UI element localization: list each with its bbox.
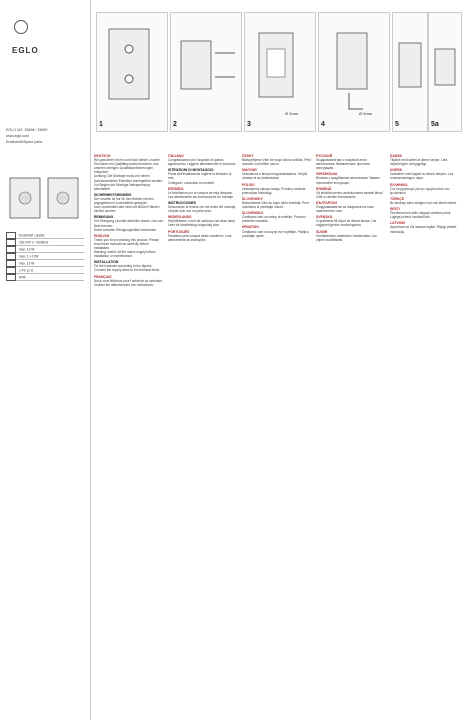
section-heading: SICHERHEITSHINWEIS	[94, 192, 132, 197]
body-text: Limpiar sólo con un paño seco.	[168, 209, 213, 214]
section-heading: ESPAÑOL	[168, 186, 185, 191]
spec-row: max. 12 W	[6, 260, 84, 267]
model-line: EGLO NO. 33698 / 33699	[6, 128, 48, 132]
body-text: Nous vous félicitons pour l'achat de ce luminaire. Veuillez lire attentivement ces instructions.	[94, 278, 163, 287]
body-text: Wir gratulieren Ihnen zum Kauf dieser Leuchte. Sie haben ein Qualitätsprodukt erworben, das unseren strengen Qualitätsanforderungen entspricht.	[94, 158, 161, 175]
figure-1	[96, 12, 168, 132]
section-heading: NORSK	[390, 168, 403, 173]
section-heading: POLSKI	[242, 182, 255, 187]
section-heading: ISTRUZIONI DI MONTAGGIO	[168, 168, 214, 173]
body-text: Поздравляем вас с покупкой этого светильника. Внимательно прочтите инструкцию.	[316, 158, 371, 171]
section-heading: SUOMI	[316, 229, 328, 234]
spare-parts-line: Ersatzteile/Spare parts	[6, 140, 43, 144]
dimension-label: Ø 6mm	[359, 111, 373, 116]
section-heading: DEUTSCH	[94, 154, 111, 158]
text-column-3	[242, 152, 312, 716]
body-text: Desconecte la tensión de red antes del montaje.	[168, 205, 237, 210]
figure-label: 2	[173, 121, 177, 128]
section-heading: ITALIANO	[168, 154, 184, 158]
body-text: Čestitamo vam za nakup te svetilke. Pozorno preberite navodila.	[242, 215, 306, 224]
section-heading: NEDERLANDS	[168, 215, 192, 220]
spec-row: 230-240 V~ 50/60Hz	[6, 239, 84, 246]
body-text: Achtung: Die Montage muss von einem konzessionierten Elektriker durchgeführt werden. Vor Beginn der Montage Netzspannung abschalten!	[94, 174, 164, 191]
body-text: Das Leuchtmittel darf nicht mit bloßen Händen berührt werden.	[94, 205, 160, 214]
figure-3	[244, 12, 316, 132]
body-text: Wij feliciteren u met de aankoop van deze lamp. Lees de handleiding zorgvuldig door.	[168, 219, 236, 228]
section-heading: БЪЛГАРСКИ	[316, 200, 337, 205]
figure-label: 5	[395, 121, 399, 128]
website: www.eglo.com	[6, 134, 30, 138]
figure-label: 4	[321, 121, 325, 128]
body-text: Blahoželáme Vám ku kúpe tohto svietidla. Pred montážou si prečítajte návod.	[242, 200, 309, 210]
spec-row: Kunststoff / plastic	[6, 232, 84, 239]
body-text: Tillykke med købet af denne lampe. Læs vejledningen omhyggeligt.	[390, 158, 448, 167]
body-text: Collegare i conduttori ai morsetti.	[168, 180, 215, 185]
section-heading: ΕΛΛΗΝΙΚΑ	[390, 182, 408, 187]
body-text: Fix the luminaire according to the figures. Connect the supply wires to the terminal block.	[94, 264, 160, 273]
spec-row: max. 12 W	[6, 246, 84, 253]
body-text: Apsveicam ar šīs lampas iegādi. Rūpīgi izlasiet instrukciju.	[390, 225, 457, 234]
figure-strip	[92, 0, 462, 150]
cover-text-column	[4, 292, 86, 712]
figure-label: 1	[99, 121, 103, 128]
section-heading: TÜRKÇE	[390, 196, 405, 201]
body-text: Warning: switch off the mains supply before installation or maintenance.	[94, 250, 156, 259]
section-heading: РУССКИЙ	[316, 154, 333, 158]
section-heading: HRVATSKI	[242, 225, 259, 230]
section-heading: SLOVENSKY	[242, 196, 263, 201]
body-text: Le felicitamos por la compra de esta lámpara. Lea atentamente las instrucciones de montaje.	[168, 190, 234, 199]
dimension-label: Ø 9mm	[285, 111, 299, 116]
section-heading: LATVISKI	[390, 221, 406, 226]
spec-row: IP44	[6, 274, 84, 281]
body-text: Gratulálunk a lámpa megvásárlásához. Kérjük olvassa el az utasításokat.	[242, 172, 308, 181]
body-text: Gratulerer med kjøpet av denne lampen. Les bruksanvisningen nøye.	[390, 172, 454, 181]
cover-illustration	[8, 172, 82, 224]
body-text: Vă felicităm pentru achiziționarea acestei lămpi. Citiți cu atenție instrucțiunile.	[316, 190, 384, 199]
body-text: Blahopřejeme Vám ke koupi tohoto svítidla. Před montáží si přečtěte návod.	[242, 158, 311, 167]
section-heading: REINIGUNG	[94, 215, 114, 220]
body-text: Die Leuchte ist nur für den Betrieb mit den angegebenen Leuchtmitteln geeignet.	[94, 196, 154, 206]
figure-5	[392, 12, 428, 132]
body-text: Bu lambayı satın aldığınız için sizi tebrik ederiz.	[390, 200, 457, 205]
body-text: Vor Reinigung Leuchte abkühlen lassen und vom Netz trennen.	[94, 219, 164, 228]
brand-logo: EGLO	[12, 46, 39, 55]
body-text: Поздравяваме ви за покупката на това осветително тяло.	[316, 205, 374, 214]
body-text: Vi gratulerar till köpet av denna lampa. Läs noggrant igenom anvisningarna.	[316, 219, 377, 228]
body-text: Congratulazioni per l'acquisto di questo apparecchio. Leggere attentamente le istruzioni.	[168, 158, 237, 167]
section-heading: FRANÇAIS	[94, 274, 112, 279]
figure-label: 3	[247, 121, 251, 128]
body-text: Σας συγχαίρουμε για την αγορά αυτού του φωτιστικού.	[390, 186, 450, 195]
text-column-5	[390, 152, 458, 716]
body-text: Thank you for purchasing this product. Please read these instructions carefully before installation.	[94, 237, 159, 250]
text-column-2	[168, 152, 238, 716]
section-heading: INSTRUCCIONES	[168, 200, 197, 205]
section-heading: SVENSKA	[316, 215, 333, 220]
spec-row: 1 PC (1 x)	[6, 267, 84, 274]
section-heading: SLOVENSKO	[242, 211, 264, 216]
figure-2	[170, 12, 242, 132]
body-text: Parabéns pela compra deste candeeiro. Leia atentamente as instruções.	[168, 233, 232, 242]
text-column-4	[316, 152, 386, 716]
section-heading: DANSK	[390, 154, 403, 158]
bulb-icon	[14, 20, 28, 34]
section-heading: ENGLISH	[94, 233, 110, 238]
body-text: Gratulujemy zakupu lampy. Prosimy uważnie przeczytać instrukcję.	[242, 186, 306, 195]
body-text: Prima dell'installazione togliere la tensione di rete.	[168, 172, 232, 181]
spec-row: max. 1 x 12W	[6, 253, 84, 260]
section-heading: ČESKY	[242, 154, 254, 158]
section-heading: INSTALLATION	[94, 260, 119, 265]
body-text: Onnittelemme valaisimen hankinnasta. Lue ohjeet huolellisesti.	[316, 233, 377, 242]
body-text: Čestitamo vam na kupnji ove svjetiljke. Pažljivo pročitajte upute.	[242, 229, 309, 238]
section-heading: PORTUGUÊS	[168, 229, 190, 234]
text-column-1	[94, 152, 164, 716]
body-text: Keine scharfen Reinigungsmittel verwenden.	[94, 227, 158, 232]
figure-4	[318, 12, 390, 132]
section-heading: ROMÂNĂ	[316, 186, 332, 191]
body-text: Õnnitleme teid selle valgusti ostmise puhul. Lugege juhend hoolikalt läbi.	[390, 211, 452, 220]
cover-panel	[0, 0, 91, 720]
figure-label: 5a	[431, 121, 439, 128]
section-heading: УКРАЇНСЬКА	[316, 172, 338, 177]
figure-5a	[428, 12, 462, 132]
body-text: Вітаємо з придбанням світильника. Уважно прочитайте інструкцію.	[316, 176, 381, 185]
section-heading: EESTI	[390, 207, 400, 212]
section-heading: MAGYAR	[242, 168, 257, 173]
